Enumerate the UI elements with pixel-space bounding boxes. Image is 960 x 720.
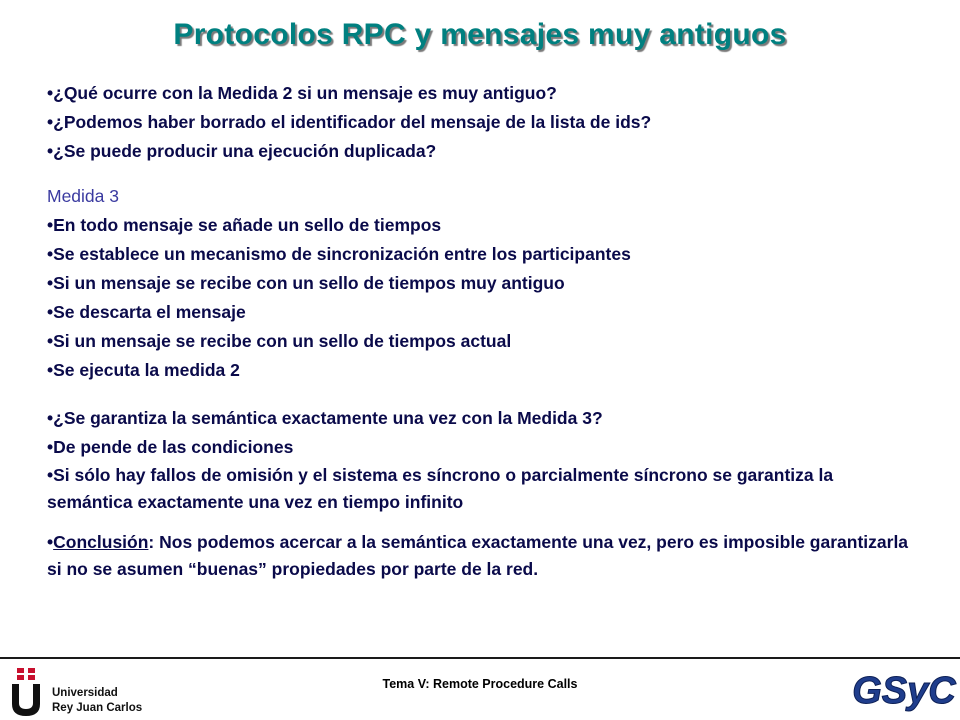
question-item: •¿Podemos haber borrado el identificador del mensaje de la lista de ids? (47, 112, 652, 132)
spacer (47, 516, 917, 529)
question-item: •¿Se puede producir una ejecución duplicada? (47, 141, 437, 161)
medida-item: •Si un mensaje se recibe con un sello de tiempos actual (47, 331, 512, 351)
guarantee-item: •Si sólo hay fallos de omisión y el sistema es síncrono o parcialmente síncrono se garantiza la semántica exactamente una vez en tiempo infinito (47, 465, 834, 512)
questions-block (47, 79, 917, 166)
gsyc-logo-icon (850, 662, 958, 718)
medida-list (47, 211, 917, 385)
medida-item: •Si un mensaje se recibe con un sello de tiempos muy antiguo (47, 273, 565, 293)
slide-title: Protocolos RPC y mensajes muy antiguos (173, 18, 787, 51)
medida-item: •En todo mensaje se añade un sello de tiempos (47, 215, 442, 235)
footer-divider (0, 657, 960, 659)
footer-topic: Tema V: Remote Procedure Calls (382, 677, 578, 691)
medida-item: •Se descarta el mensaje (47, 302, 246, 322)
medida-item: •Se ejecuta la medida 2 (47, 360, 240, 380)
conclusion-paragraph (47, 529, 917, 583)
conclusion-bullet: • (47, 532, 54, 552)
conclusion-text: : Nos podemos acercar a la semántica exactamente una vez, pero es imposible garantizarla si no se asumen “buenas” propiedades por parte de la red. (47, 532, 909, 579)
gsyc-logo-text: GSyC (852, 670, 956, 712)
guarantee-list (47, 404, 917, 516)
medida-item: •Se establece un mecanismo de sincronización entre los participantes (47, 244, 631, 264)
spacer (47, 385, 917, 404)
slide-body (47, 79, 917, 583)
question-item: •¿Qué ocurre con la Medida 2 si un mensaje es muy antiguo? (47, 83, 557, 103)
university-name-line1: Universidad (52, 687, 118, 699)
guarantee-item: •¿Se garantiza la semántica exactamente una vez con la Medida 3? (47, 408, 603, 428)
conclusion-label: Conclusión (53, 532, 149, 552)
medida-heading: Medida 3 (47, 186, 119, 206)
guarantee-item: •De pende de las condiciones (47, 437, 294, 457)
university-name-line2: Rey Juan Carlos (52, 702, 143, 714)
